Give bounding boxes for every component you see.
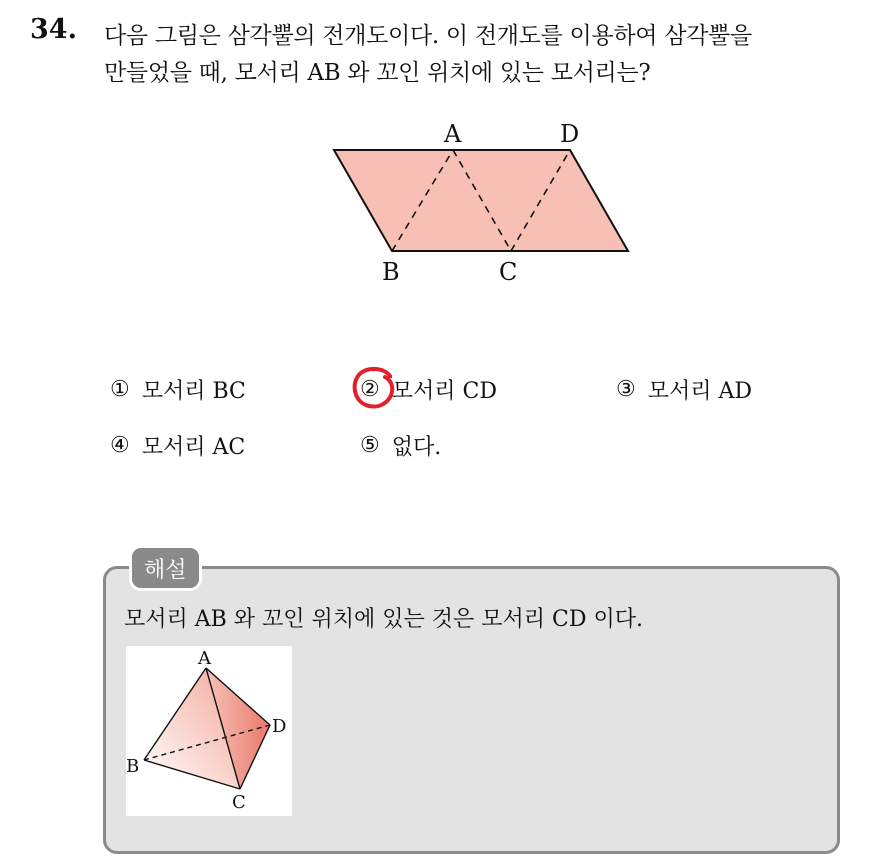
choice-label: 모서리 CD: [391, 379, 497, 404]
question-number: 34.: [30, 14, 77, 45]
tetra-label-b: B: [126, 756, 140, 777]
net-parallelogram: [334, 150, 628, 251]
net-label-c: C: [499, 258, 518, 286]
choice-marker: ④: [110, 433, 130, 458]
choice-label: 모서리 AD: [647, 379, 753, 404]
tetra-label-d: D: [272, 716, 287, 737]
net-label-d: D: [560, 120, 580, 148]
choice-label: 모서리 BC: [141, 379, 246, 404]
net-label-a: A: [444, 120, 462, 148]
choice-marker: ②: [360, 377, 380, 402]
pyramid-net-figure: [326, 114, 636, 290]
choice-5[interactable]: [360, 430, 441, 461]
choice-label: 모서리 AC: [141, 435, 246, 460]
choice-label: 없다.: [391, 435, 442, 460]
solution-text: 모서리 AB 와 꼬인 위치에 있는 것은 모서리 CD 이다.: [124, 607, 643, 632]
choice-3[interactable]: [616, 374, 752, 405]
tetra-label-c: C: [232, 792, 246, 813]
solution-tab: 해설: [129, 545, 202, 591]
question-text-line-1: 다음 그림은 삼각뿔의 전개도이다. 이 전개도를 이용하여 삼각뿔을: [104, 23, 752, 49]
answer-circle-mark: [349, 362, 399, 412]
choice-4[interactable]: [110, 430, 245, 461]
choice-marker: ①: [110, 377, 130, 402]
question-text-line-2: 만들었을 때, 모서리 AB 와 꼬인 위치에 있는 모서리는?: [104, 60, 651, 86]
net-label-b: B: [382, 258, 400, 286]
tetra-label-a: A: [198, 648, 211, 669]
choice-1[interactable]: [110, 374, 246, 405]
choice-marker: ③: [616, 377, 636, 402]
choice-marker: ⑤: [360, 433, 380, 458]
tetrahedron-figure: [126, 646, 292, 816]
